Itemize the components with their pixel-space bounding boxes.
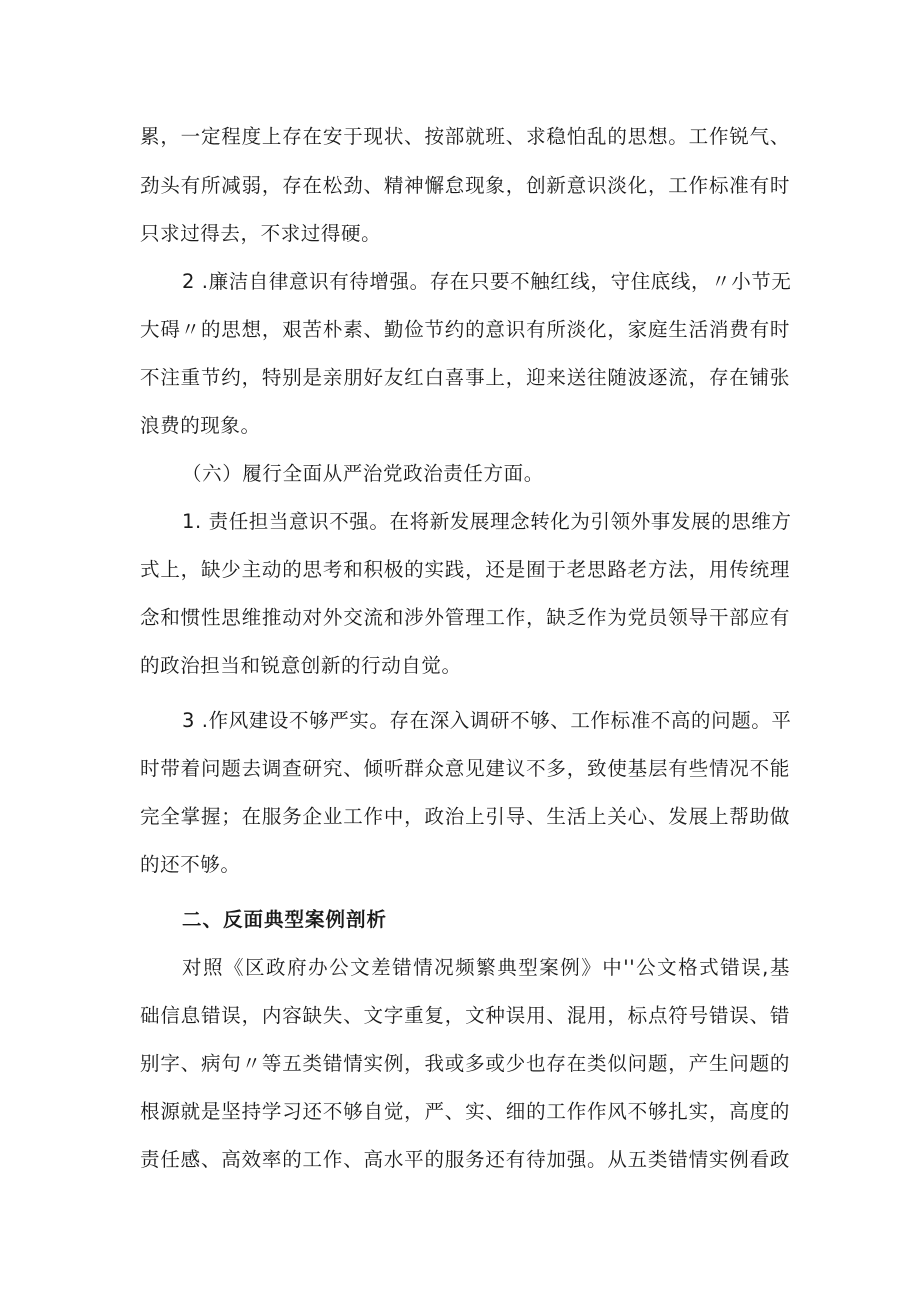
paragraph-line: 只求过得去，不求过得硬。 <box>140 222 382 245</box>
paragraph-line: 3 .作风建设不够严实。存在深入调研不够、工作标准不高的问题。平 <box>182 709 792 732</box>
paragraph-line: 根源就是坚持学习还不够自觉，严、实、细的工作作风不够扎实，高度的 <box>140 1100 790 1123</box>
section-heading: 二、反面典型案例剖析 <box>182 908 388 931</box>
paragraph-line: 累，一定程度上存在安于现状、按部就班、求稳怕乱的思想。工作锐气、 <box>140 125 790 148</box>
paragraph-line: 不注重节约，特别是亲朋好友红白喜事上，迎来送往随波逐流，存在铺张 <box>140 366 790 389</box>
section-heading: （六）履行全面从严治党政治责任方面。 <box>182 462 544 485</box>
paragraph-line: 劲头有所减弱，存在松劲、精神懈怠现象，创新意识淡化，工作标准有时 <box>140 174 790 197</box>
paragraph-line: 念和惯性思维推动对外交流和涉外管理工作，缺乏作为党员领导干部应有 <box>140 606 790 629</box>
paragraph-line: 的政治担当和锐意创新的行动自觉。 <box>140 654 462 677</box>
paragraph-line: 式上，缺少主动的思考和积极的实践，还是囿于老思路老方法，用传统理 <box>140 558 790 581</box>
paragraph-line: 别字、病句〃等五类错情实例，我或多或少也存在类似问题，产生问题的 <box>140 1052 790 1075</box>
paragraph-line: 完全掌握；在服务企业工作中，政治上引导、生活上关心、发展上帮助做 <box>140 805 790 828</box>
paragraph-line: 2 .廉洁自律意识有待增强。存在只要不触红线，守住底线，〃小节无 <box>182 270 792 293</box>
paragraph-line: 础信息错误，内容缺失、文字重复，文种误用、混用，标点符号错误、错 <box>140 1004 790 1027</box>
paragraph-line: 1. 责任担当意识不强。在将新发展理念转化为引领外事发展的思维方 <box>182 510 792 533</box>
paragraph-line: 大碍〃的思想，艰苦朴素、勤俭节约的意识有所淡化，家庭生活消费有时 <box>140 318 790 341</box>
paragraph-line: 的还不够。 <box>140 853 241 876</box>
paragraph-line: 责任感、高效率的工作、高水平的服务还有待加强。从五类错情实例看政 <box>140 1148 790 1171</box>
paragraph-line: 时带着问题去调查研究、倾听群众意见建议不多，致使基层有些情况不能 <box>140 757 790 780</box>
paragraph-line: 浪费的现象。 <box>140 414 261 437</box>
paragraph-line: 对照《区政府办公文差错情况频繁典型案例》中''公文格式错误,基 <box>182 956 790 979</box>
